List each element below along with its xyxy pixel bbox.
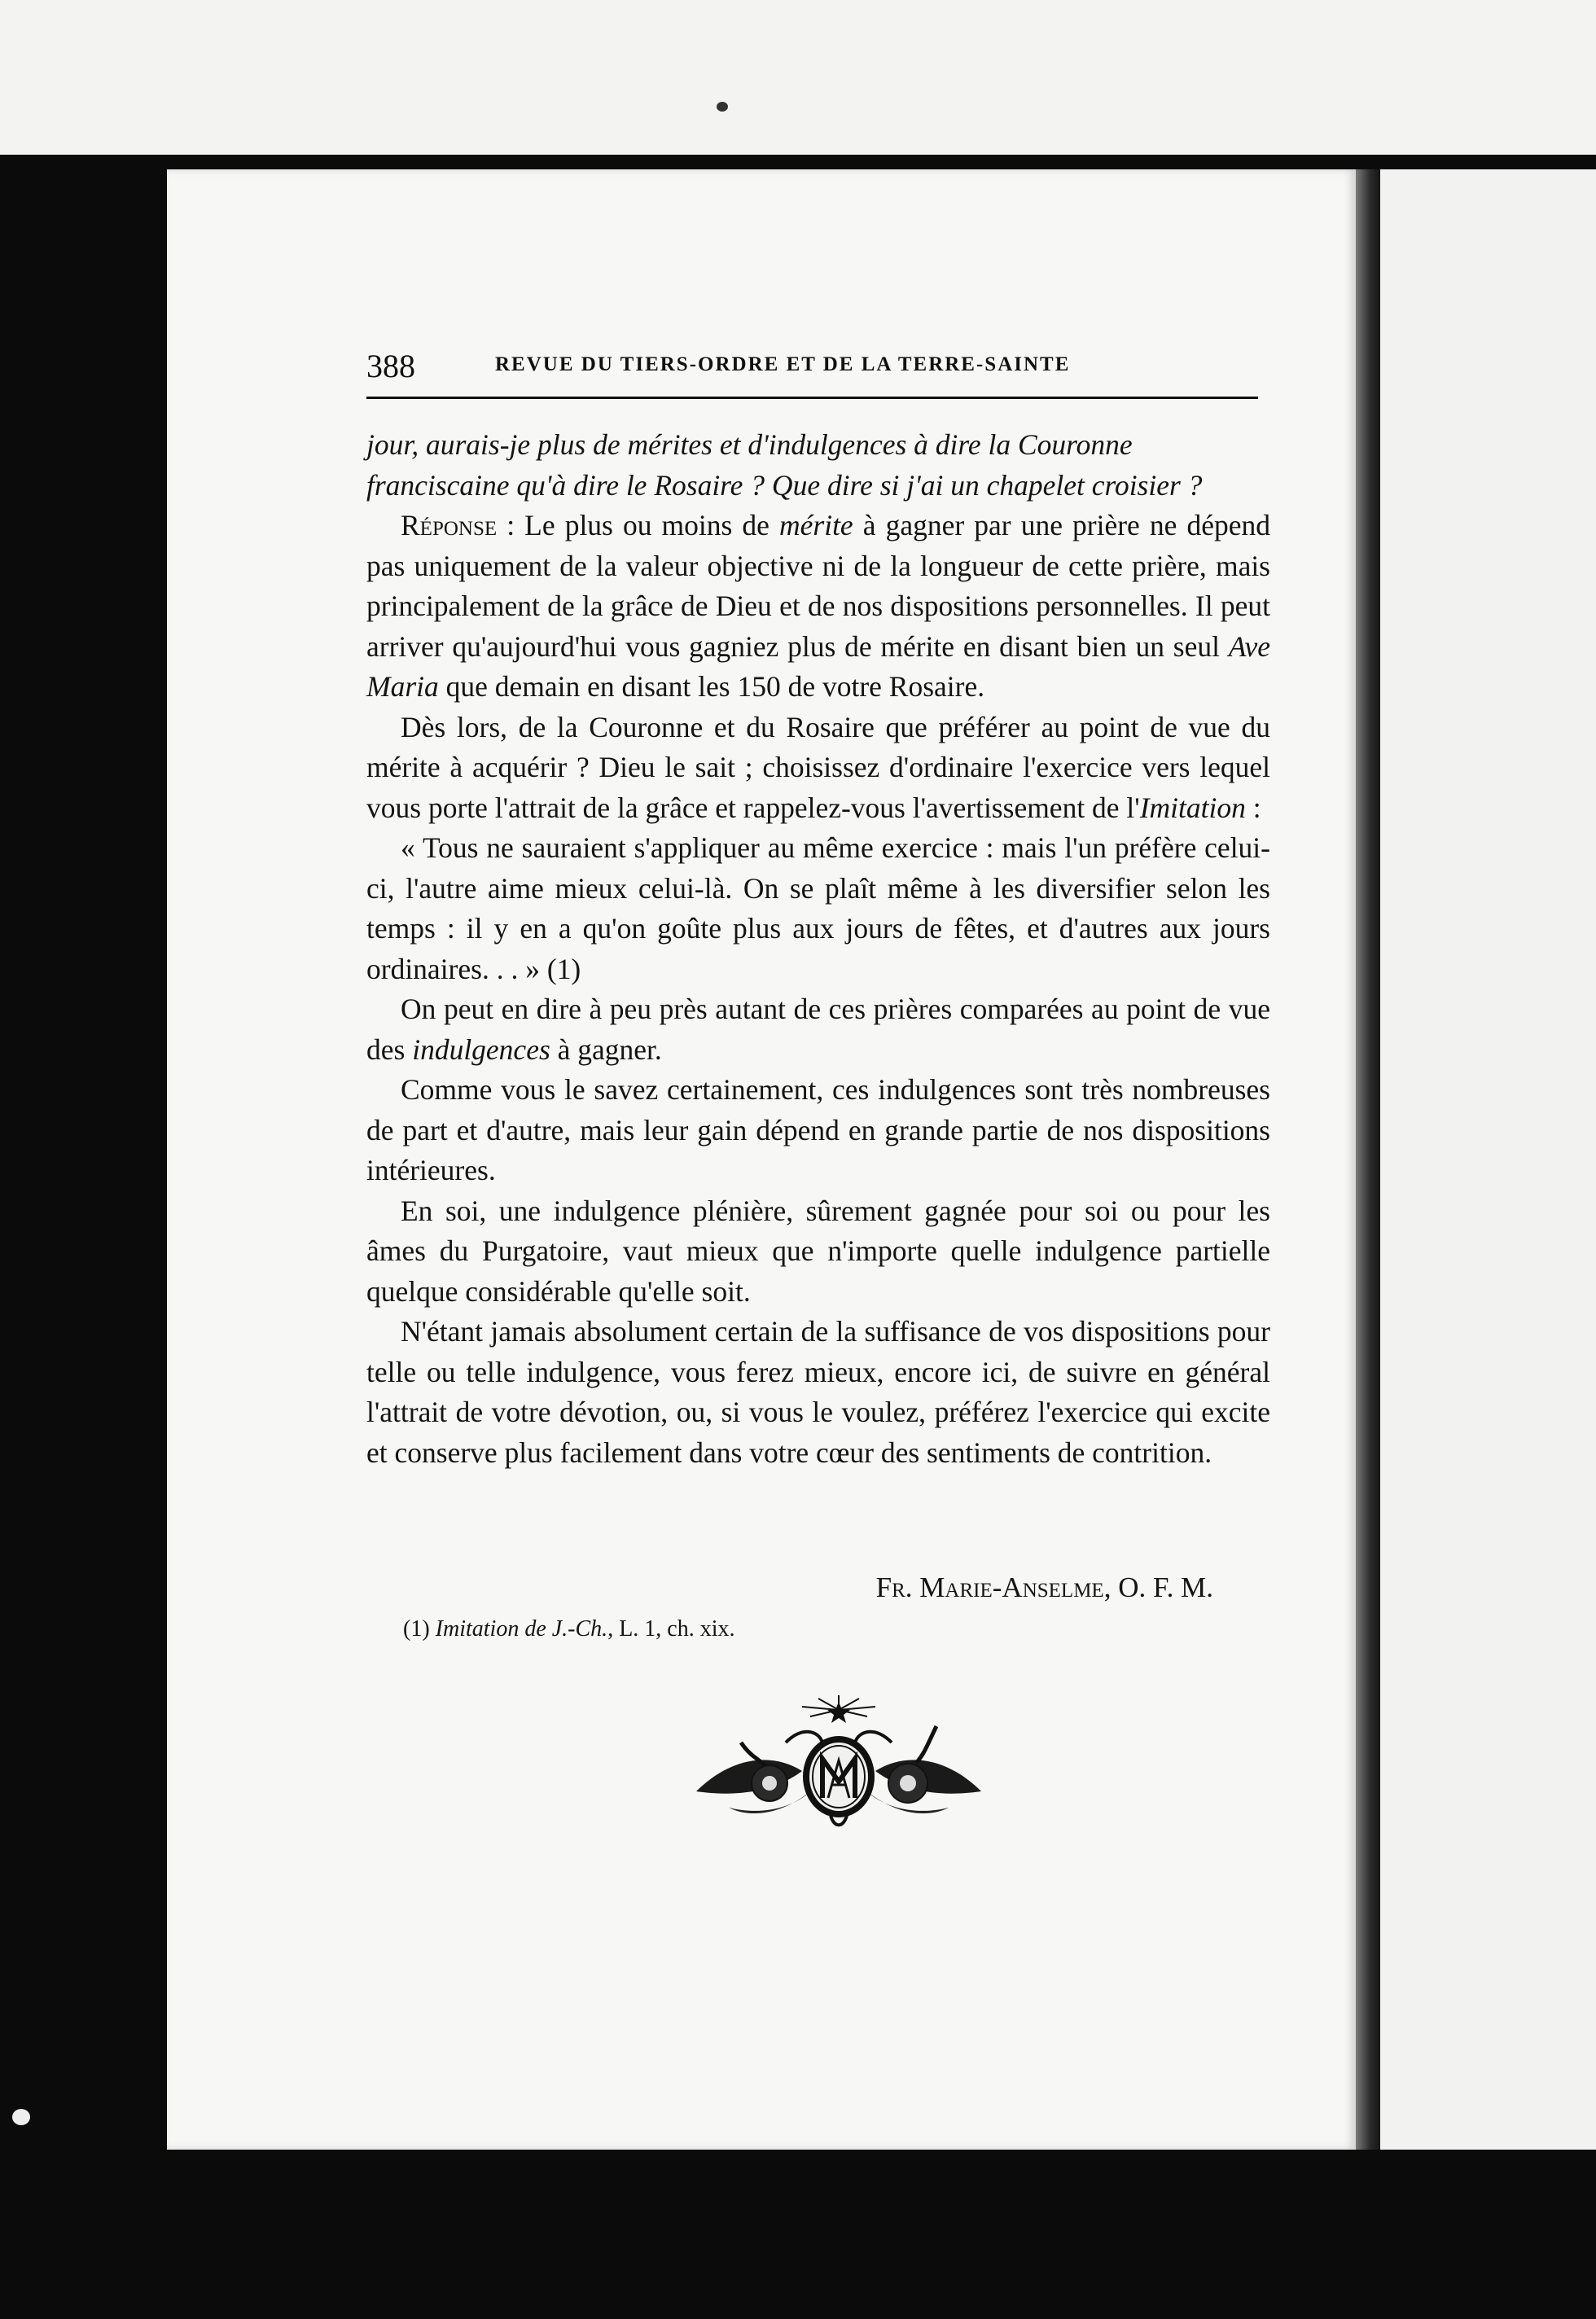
paragraph-text: à gagner. xyxy=(550,1032,662,1066)
emphasis: mérite xyxy=(779,509,853,541)
paragraph-text: : xyxy=(1245,791,1261,824)
footnote-marker: (1) xyxy=(403,1616,430,1642)
emphasis: Ave Maria xyxy=(366,629,1270,703)
footnote-title: Imitation de J.-Ch. xyxy=(435,1616,608,1642)
scan-top-margin xyxy=(0,0,1596,155)
question-line-2: franciscaine qu'à dire le Rosaire ? Que dire si j'ai un chapelet croisier ? xyxy=(366,468,1203,502)
footnote xyxy=(403,1616,1217,1642)
paragraph: En soi, une indulgence plénière, sûrement gagnée pour soi ou pour les âmes du Purgatoire, vaut mieux que n'importe quelle indulgence partielle quelque considérable qu'elle soit. xyxy=(366,1194,1270,1308)
scan-bottom-margin xyxy=(0,2247,1596,2319)
running-title: REVUE DU TIERS-ORDRE ET DE LA TERRE-SAINTE xyxy=(495,353,1071,375)
paragraph xyxy=(366,708,1270,829)
paragraph-text: On peut en dire à peu près autant de ces prières comparées au point de vue des xyxy=(366,993,1270,1066)
quotation-paragraph: « Tous ne sauraient s'appliquer au même exercice : mais l'un préfère celui-ci, l'autre aime mieux celui-là. On se plaît même à les diversifier selon les temps : il y en a qu'on goûte plus aux jours de fêtes, et d'autres aux jours ordinaires. . . » (1) xyxy=(366,831,1270,985)
paragraph: Comme vous le savez certainement, ces indulgences sont très nombreuses de part et d'autre, mais leur gain dépend en grande partie de nos dispositions intérieures. xyxy=(366,1073,1270,1186)
page-header xyxy=(366,342,1258,391)
adjacent-page-edge xyxy=(1380,169,1596,2150)
emphasis: Imitation xyxy=(1139,791,1246,824)
header-rule xyxy=(366,397,1258,399)
emphasis: indulgences xyxy=(412,1032,550,1066)
marian-monogram-ornament-icon xyxy=(680,1694,998,1832)
author-signature: Fr. Marie-Anselme, O. F. M. xyxy=(875,1572,1213,1603)
question-continuation xyxy=(366,425,1270,506)
paragraph-text: : Le plus ou moins de xyxy=(497,509,779,541)
scan-speck xyxy=(12,2109,30,2125)
page-gutter xyxy=(1356,169,1380,2150)
footnote-ref: , L. 1, ch. xix. xyxy=(607,1616,735,1642)
scan-speck xyxy=(717,102,728,112)
paragraph-reponse xyxy=(366,506,1270,708)
paragraph-text: Dès lors, de la Couronne et du Rosaire que préférer au point de vue du mérite à acquérir ? Dieu le sait ; choisissez d'ordinaire l'exercice vers lequel vous porte l'attrait de la grâce et rappelez-vous l'avertissement de l' xyxy=(366,710,1270,824)
page-number: 388 xyxy=(366,348,415,384)
question-line-1: jour, aurais-je plus de mérites et d'indulgences à dire la Couronne xyxy=(366,428,1133,461)
paragraph xyxy=(366,989,1270,1070)
paragraph: N'étant jamais absolument certain de la suffisance de vos dispositions pour telle ou telle indulgence, vous ferez mieux, encore ici, de suivre en général l'attrait de votre dévotion, ou, si vous le voulez, préférez l'exercice qui excite et conserve plus facilement dans votre cœur des sentiments de contrition. xyxy=(366,1315,1270,1469)
paragraph-text: que demain en disant les 150 de votre Rosaire. xyxy=(438,670,985,703)
reponse-label: Réponse xyxy=(401,509,498,541)
article-body xyxy=(366,425,1270,1473)
paragraph-text: à gagner par une prière ne dépend pas uniquement de la valeur objective ni de la longueur de cette prière, mais principalement de la grâce de Dieu et de nos dispositions personnelles. Il peut arriver qu'aujourd'hui vous gagniez plus de mérite en disant bien un seul xyxy=(366,509,1270,663)
